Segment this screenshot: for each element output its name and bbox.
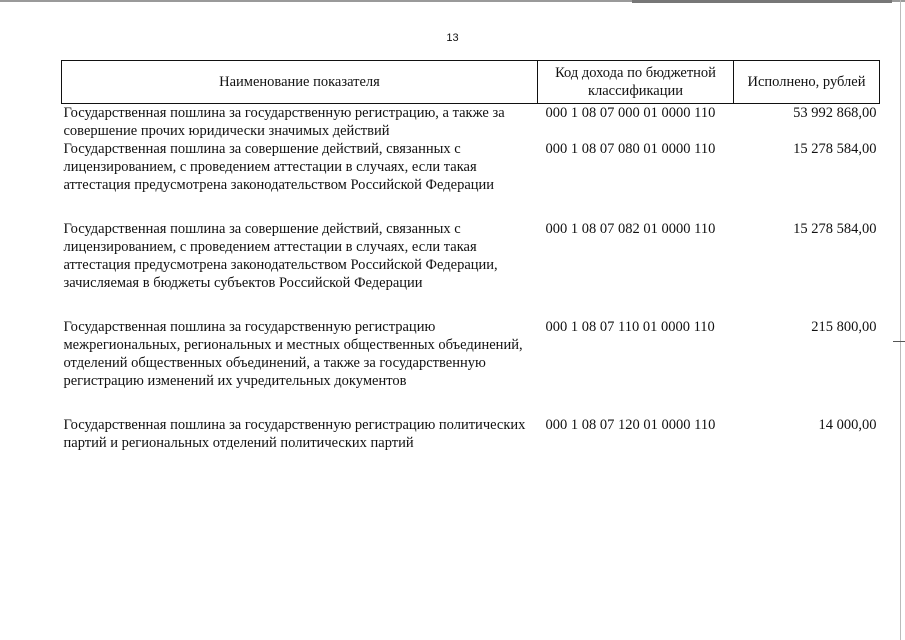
scan-border-right [900,0,901,640]
scan-border-top-right [632,0,892,3]
cell-budget-code: 000 1 08 07 110 01 0000 110 [545,319,715,335]
cell-indicator-name: Государственная пошлина за государственную регистрацию политических партий и региональных отделений политических партий [63,417,526,451]
cell-indicator-name: Государственная пошлина за государственную регистрацию межрегиональных, региональных и местных общественных объединений, отделений общественных объединений, а также за государственную регистрацию изменений их учредительных документов [63,319,523,389]
cell-budget-code: 000 1 08 07 080 01 0000 110 [545,141,716,157]
table-header-row [62,61,880,104]
table-row [62,416,880,456]
table-row [62,140,880,220]
table-body [62,104,880,457]
table-header [62,61,880,104]
revenue-table [61,60,880,456]
header-budget-code: Код дохода по бюджетной классификации [538,61,734,104]
cell-budget-code: 000 1 08 07 000 01 0000 110 [545,105,716,121]
header-executed-amount: Исполнено, рублей [734,61,880,104]
cell-indicator-name: Государственная пошлина за совершение действий, связанных с лицензированием, с проведением аттестации в случаях, если такая аттестация предусмотрена законодательством Российской Федерации [63,141,495,193]
cell-executed-amount: 14 000,00 [818,417,877,433]
cell-executed-amount: 215 800,00 [811,319,877,335]
cell-indicator-name: Государственная пошлина за совершение действий, связанных с лицензированием, с проведением аттестации в случаях, если такая аттестация предусмотрена законодательством Российской Федерации, зачисляемая в бюджеты субъектов Российской Федерации [63,221,498,291]
table-row [62,104,880,141]
cell-executed-amount: 53 992 868,00 [793,105,877,121]
cell-indicator-name: Государственная пошлина за государственную регистрацию, а также за совершение прочих юридически значимых действий [63,105,505,139]
cell-executed-amount: 15 278 584,00 [793,141,877,157]
cell-budget-code: 000 1 08 07 120 01 0000 110 [545,417,716,433]
header-indicator-name: Наименование показателя [62,61,538,104]
table-row [62,318,880,416]
cell-executed-amount: 15 278 584,00 [793,221,877,237]
scan-mark-right [893,341,905,342]
page-number: 13 [446,32,459,44]
cell-budget-code: 000 1 08 07 082 01 0000 110 [545,221,716,237]
table-row [62,220,880,318]
